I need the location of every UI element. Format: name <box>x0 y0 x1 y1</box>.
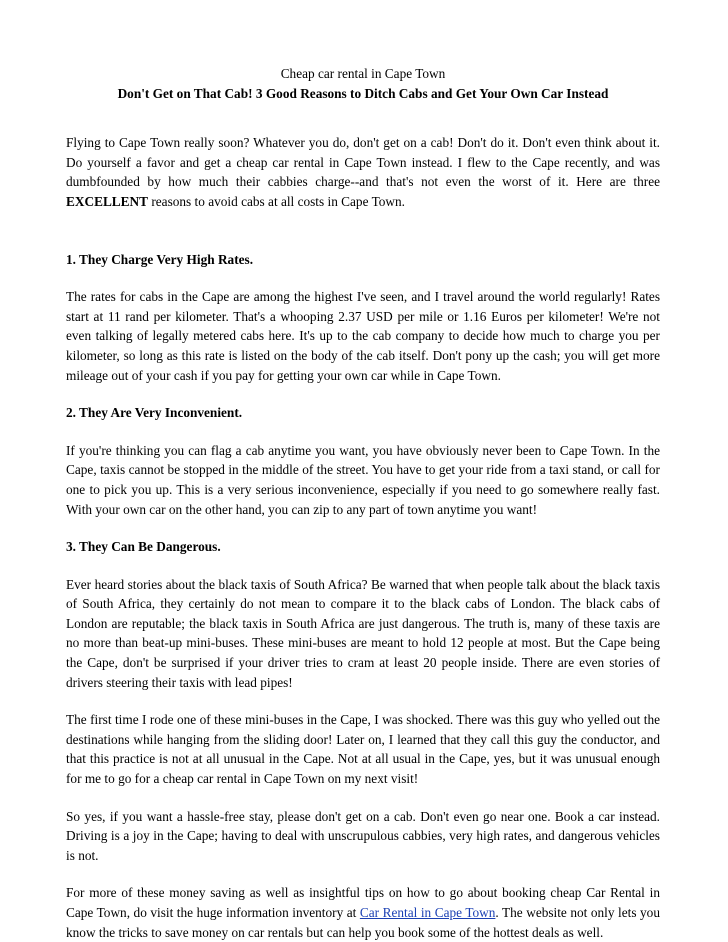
intro-paragraph <box>66 133 660 211</box>
closing-text-start: For more of these money saving as well as insightful tips on how to go about booking cheap Car Rental in Cape Town, do visit the huge information inventory at <box>66 885 660 920</box>
closing-paragraph <box>66 883 660 942</box>
document-subtitle: Don't Get on That Cab! 3 Good Reasons to Ditch Cabs and Get Your Own Car Instead <box>117 85 609 101</box>
intro-text-end: reasons to avoid cabs at all costs in Cape Town. <box>148 193 405 209</box>
document-title: Cheap car rental in Cape Town <box>280 66 446 81</box>
section-paragraph-3: Ever heard stories about the black taxis of South Africa? Be warned that when people talk about the black taxis of South Africa, they certainly do not mean to compare it to the black cabs of London. The black cabs of London are reputable; the black taxis in South Africa are just dangerous. The truth is, many of these taxis are no more than beat-up mini-buses. These mini-buses are meant to hold 12 people at most. But the Cape being the Cape, don't be surprised if your driver tries to cram at least 20 people inside. There are even stories of drivers steering their taxis with lead pipes! <box>66 576 660 690</box>
document-body <box>66 64 660 942</box>
section-paragraph-4: The first time I rode one of these mini-buses in the Cape, I was shocked. There was this guy who yelled out the destinations while hanging from the sliding door! Later on, I learned that they call this guy the conductor, and that this practice is not at all unusual in the Cape. Not at all usual in the Cape, yes, but it was unusual enough for me to go for a cheap car rental in Cape Town on my next visit! <box>66 712 660 787</box>
section-heading-3: 3. They Can Be Dangerous. <box>66 539 221 555</box>
car-rental-link[interactable]: Car Rental in Cape Town <box>359 905 496 920</box>
intro-text-start: Flying to Cape Town really soon? Whatever you do, don't get on a cab! Don't do it. Don't even think about it. Do yourself a favor and get a cheap car rental in Cape Town instead. I flew to the Cape recently, and was dumbfounded by how much their cabbies charge--and that's not even the worst of it. Here are three <box>66 135 660 190</box>
section-paragraph-2: If you're thinking you can flag a cab anytime you want, you have obviously never been to Cape Town. In the Cape, taxis cannot be stopped in the middle of the street. You have to get your ride from a taxi stand, or call for one to pick you up. This is a very serious inconvenience, especially if you need to go somewhere really fast. With your own car on the other hand, you can zip to any part of town anytime you want! <box>66 442 660 517</box>
section-heading-2: 2. They Are Very Inconvenient. <box>66 405 243 421</box>
closing-text-end: . The website not only lets you know the tricks to save money on car rentals but can help you book some of the hottest deals as well. <box>66 905 660 940</box>
section-paragraph-1: The rates for cabs in the Cape are among the highest I've seen, and I travel around the world regularly! Rates start at 11 rand per kilometer. That's a whooping 2.37 USD per mile or 1.16 Euros per kilometer! We're not even talking of legally metered cabs here. It's up to the cab company to decide how much to charge you per kilometer, so long as this rate is listed on the body of the cab itself. Don't pony up the cash; you will get more mileage out of your cash if you pay for getting your own car while in Cape Town. <box>66 289 660 383</box>
intro-bold-word: EXCELLENT <box>66 193 149 209</box>
section-paragraph-5: So yes, if you want a hassle-free stay, please don't get on a cab. Don't even go near one. Book a car instead. Driving is a joy in the Cape; having to deal with unscrupulous cabbies, very high rates, and dangerous vehicles is not. <box>66 808 660 863</box>
section-heading-1: 1. They Charge Very High Rates. <box>66 251 254 267</box>
